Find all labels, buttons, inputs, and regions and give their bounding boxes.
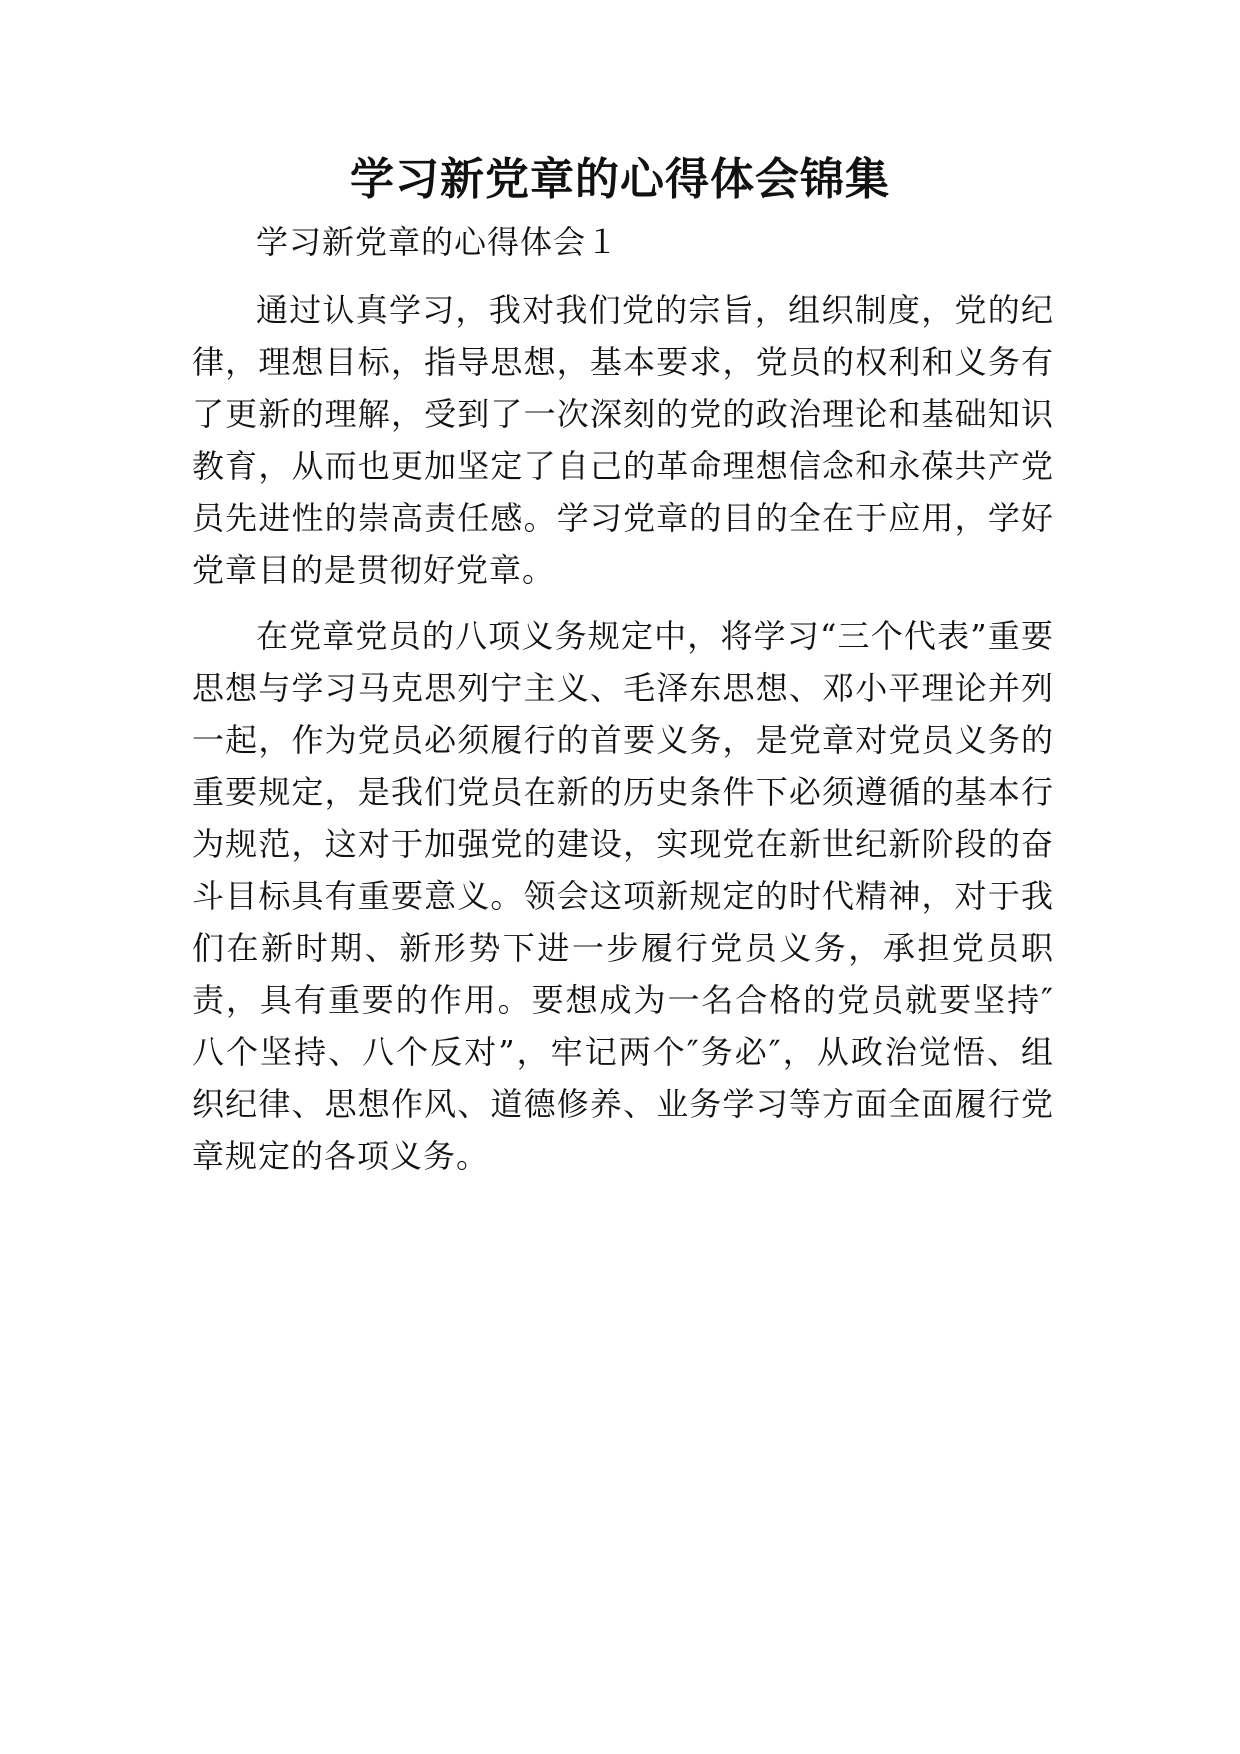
section-heading: 学习新党章的心得体会１ [256,223,620,261]
paragraph: 通过认真学习，我对我们党的宗旨，组织制度，党的纪律，理想目标，指导思想，基本要求，党员的权利和义务有了更新的理解，受到了一次深刻的党的政治理论和基础知识教育，从而也更加坚定了自己的革命理想信念和永葆共产党员先进性的崇高责任感。学习党章的目的全在于应用，学好党章目的是贯彻好党章。 [192,291,1054,589]
document-title: 学习新党章的心得体会锦集 [350,154,890,205]
paragraph: 在党章党员的八项义务规定中，将学习“三个代表”重要思想与学习马克思列宁主义、毛泽东思想、邓小平理论并列一起，作为党员必须履行的首要义务，是党章对党员义务的重要规定，是我们党员在新的历史条件下必须遵循的基本行为规范，这对于加强党的建设，实现党在新世纪新阶段的奋斗目标具有重要意义。领会这项新规定的时代精神，对于我们在新时期、新形势下进一步履行党员义务，承担党员职责，具有重要的作用。要想成为一名合格的党员就要坚持″八个坚持、八个反对”，牢记两个″务必″，从政治觉悟、组织纪律、思想作风、道德修养、业务学习等方面全面履行党章规定的各项义务。 [192,617,1054,1175]
document-body [192,216,1054,1196]
